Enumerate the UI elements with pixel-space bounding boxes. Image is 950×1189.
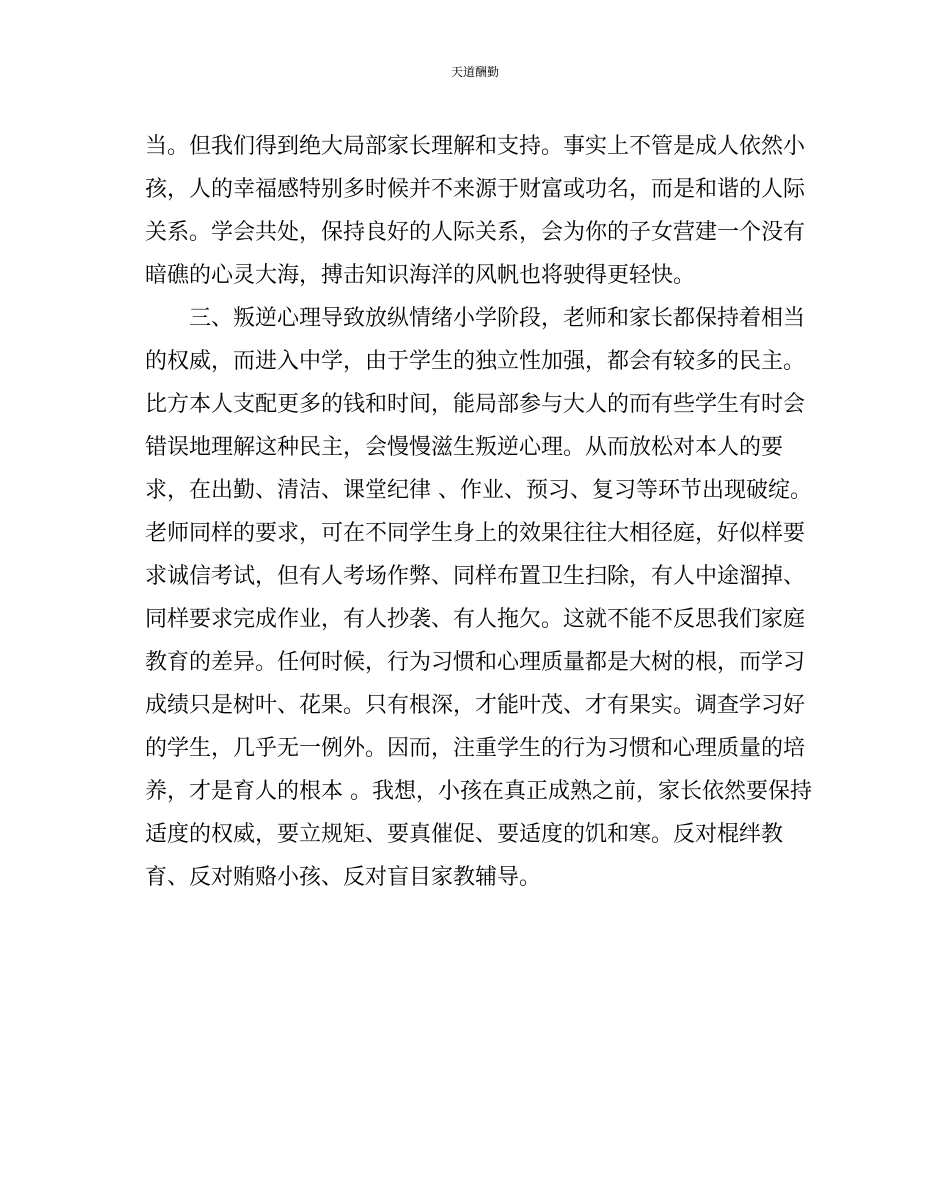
text-line: 求，在出勤、清洁、课堂纪律 、作业、预习、复习等环节出现破绽。 [145,478,812,503]
text-line: 教育的差异。任何时候，行为习惯和心理质量都是大树的根，而学习 [145,650,806,675]
text-line: 的权威，而进入中学，由于学生的独立性加强，都会有较多的民主。 [145,349,806,374]
text-line: 育、反对贿赂小孩、反对盲目家教辅导。 [145,865,542,890]
text-line: 错误地理解这种民主，会慢慢滋生叛逆心理。从而放松对本人的要 [145,435,784,460]
text-line: 老师同样的要求，可在不同学生身上的效果往往大相径庭，好似样要 [145,521,806,546]
page-header: 天道酬勤 [450,65,499,79]
text-line: 求诚信考试，但有人考场作弊、同样布置卫生扫除，有人中途溜掉、 [145,564,806,589]
text-line: 当。但我们得到绝大局部家长理解和支持。事实上不管是成人依然小 [145,134,806,159]
text-line: 暗礁的心灵大海，搏击知识海洋的风帆也将驶得更轻快。 [145,263,696,288]
body-text [145,125,810,899]
text-line: 比方本人支配更多的钱和时间，能局部参与大人的而有些学生有时会 [145,392,806,417]
text-line: 关系。学会共处，保持良好的人际关系，会为你的子女营建一个没有 [145,220,806,245]
paragraph-start-line: 三、叛逆心理导致放纵情绪小学阶段，老师和家长都保持着相当 [189,306,806,331]
text-line: 养，才是育人的根本 。我想，小孩在真正成熟之前，家长依然要保持 [145,779,812,804]
text-line: 同样要求完成作业，有人抄袭、有人拖欠。这就不能不反思我们家庭 [145,607,806,632]
text-line: 孩，人的幸福感特别多时候并不来源于财富或功名，而是和谐的人际 [145,177,806,202]
text-line: 的学生，几乎无一例外。因而，注重学生的行为习惯和心理质量的培 [145,736,806,761]
text-line: 适度的权威，要立规矩、要真催促、要适度的饥和寒。反对棍绊教 [145,822,784,847]
text-line: 成绩只是树叶、花果。只有根深，才能叶茂、才有果实。调查学习好 [145,693,806,718]
